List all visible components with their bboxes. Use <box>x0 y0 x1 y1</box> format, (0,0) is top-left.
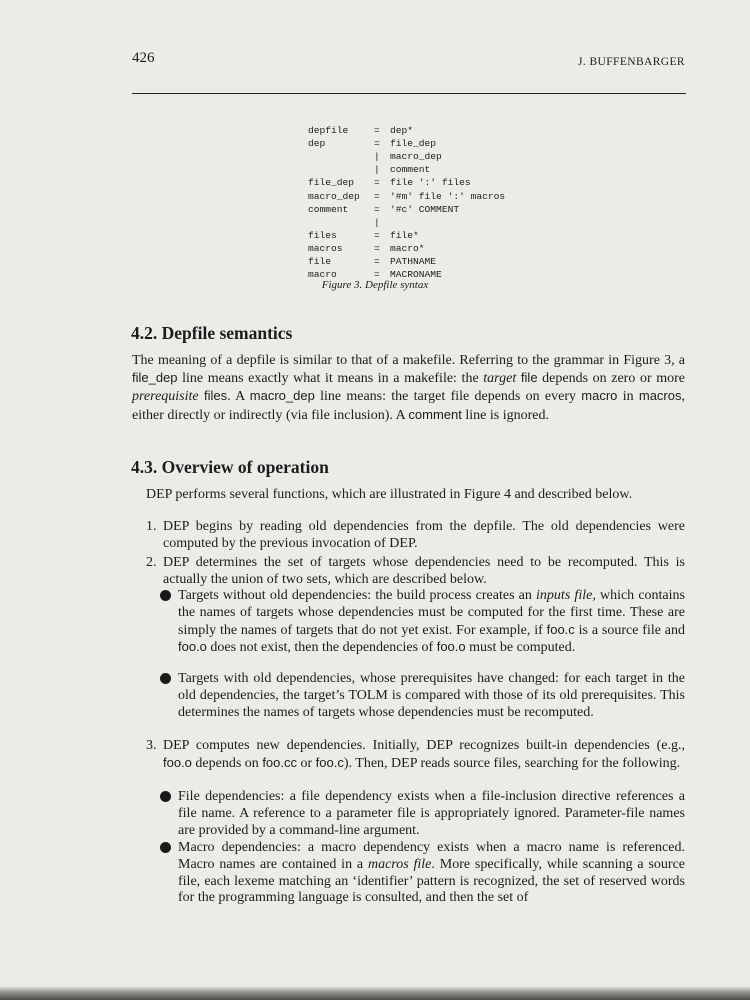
list-item-3-bullet-2: Macro dependencies: a macro dependency exists when a macro name is referenced. Macro names are contained in a macros file. More specifically, while scanning a source file, each lexeme matching an ‘identifier’ pattern is recognized, the set of reserved words for the programming language is consulted, and then the set of <box>160 840 685 907</box>
grammar-rule-lhs: macro <box>308 269 337 281</box>
grammar-rule-rhs: macro_dep <box>390 151 442 163</box>
bullet-icon <box>160 791 171 802</box>
grammar-rule-rhs: '#m' file ':' macros <box>390 190 506 202</box>
grammar-rule-rhs: comment <box>390 164 431 176</box>
list-item-2: 2. DEP determines the set of targets whose dependencies need to be recomputed. This is actually the union of two sets, which are described below. <box>146 555 685 587</box>
list-item-2-bullet-2: Targets with old dependencies, whose prerequisites have changed: for each target in the old dependencies, the target’s TOLM is compared with those of its old prerequisites. This determines the names of targets whose dependencies must be recomputed. <box>160 671 685 721</box>
bullet-icon <box>160 590 171 601</box>
list-item-2-bullet-1: Targets without old dependencies: the build process creates an inputs file, which contains the names of targets whose dependencies must be computed for the first time. These are simply the names of targets that do not yet exist. For example, if foo.c is a source file and foo.o does not exist, then the dependencies of foo.o must be computed. <box>160 588 685 657</box>
grammar-rule-rhs: MACRONAME <box>390 269 442 281</box>
grammar-rule-rhs: macro* <box>390 242 425 254</box>
grammar-rule-rhs: '#c' COMMENT <box>390 203 460 215</box>
grammar-rule-lhs: depfile <box>308 125 349 136</box>
section-heading-4-3: 4.3. Overview of operation <box>131 457 329 477</box>
grammar-rule-rhs: file* <box>390 229 419 241</box>
grammar-rule-op: = <box>374 256 380 267</box>
overview-intro: DEP performs several functions, which are illustrated in Figure 4 and described below. <box>146 487 633 502</box>
grammar-rule-lhs: file <box>308 256 332 267</box>
header-rule <box>132 93 686 94</box>
grammar-rule-rhs: file ':' files <box>390 177 471 189</box>
list-item-3-bullet-1: File dependencies: a file dependency exists when a file-inclusion directive references a file name. A reference to a parameter file is appropriately ignored. Parameter-file names are provided by a command-line argument. <box>160 789 685 839</box>
section-heading-4-2: 4.2. Depfile semantics <box>131 323 293 343</box>
running-head: J. BUFFENBARGER <box>578 56 685 68</box>
grammar-rule-rhs: file_dep <box>390 138 437 150</box>
grammar-rule-op: | <box>374 164 380 176</box>
grammar-rule-op: | <box>374 151 380 163</box>
grammar-rule-lhs: macros <box>308 242 343 254</box>
grammar-rule-lhs: comment <box>308 203 349 215</box>
list-item-1: 1. DEP begins by reading old dependencies from the depfile. The old dependencies were computed by the previous invocation of DEP. <box>146 519 685 551</box>
page-number: 426 <box>132 50 155 66</box>
grammar-rule-rhs: PATHNAME <box>390 256 437 267</box>
paragraph-depfile-semantics: The meaning of a depfile is similar to that of a makefile. Referring to the grammar in Figure 3, a file_dep line means exactly what it means in a makefile: the target file depends on zero or more prerequisite files. A macro_dep line means: the target file depends on every macro in macros, either directly or indirectly (via file inclusion). A comment line is ignored. <box>132 353 685 423</box>
grammar-rule-op: = <box>374 242 380 254</box>
page-bottom-edge <box>0 986 750 1000</box>
grammar-rule-op: = <box>374 138 380 150</box>
list-item-3: 3. DEP computes new dependencies. Initially, DEP recognizes built-in dependencies (e.g., foo.o depends on foo.cc or foo.c). Then, DEP reads source files, searching for the following. <box>146 738 685 771</box>
grammar-rule-op: = <box>374 125 380 136</box>
grammar-rule-op: = <box>374 269 380 281</box>
grammar-rule-op: | <box>374 216 380 228</box>
grammar-rule-lhs: files <box>308 229 337 241</box>
grammar-rule-op: = <box>374 177 380 189</box>
bullet-icon <box>160 842 171 853</box>
grammar-rule-lhs: macro_dep <box>308 190 360 202</box>
grammar-rule-op: = <box>374 190 380 202</box>
grammar-rule-lhs: file_dep <box>308 177 355 189</box>
grammar-rule-rhs: dep* <box>390 125 414 136</box>
grammar-rule-op: = <box>374 229 380 241</box>
bullet-icon <box>160 673 171 684</box>
grammar-rule-op: = <box>374 203 380 215</box>
grammar-rule-lhs: dep <box>308 138 326 150</box>
figure-caption: Figure 3. Depfile syntax <box>321 279 429 291</box>
